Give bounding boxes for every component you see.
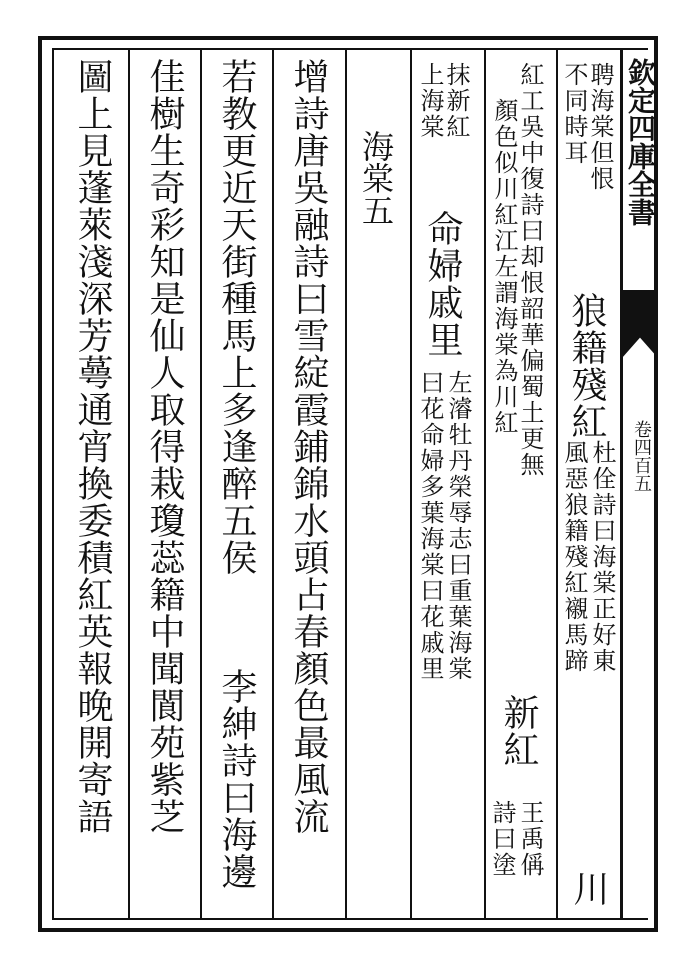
column-text: 李紳詩曰海邊 bbox=[216, 668, 257, 890]
column-heading: 川 bbox=[568, 870, 609, 907]
column-text: 增詩唐吳融詩曰雪綻霞鋪錦水頭占春顏色最風流 bbox=[288, 58, 329, 835]
text-frame bbox=[52, 48, 648, 920]
column-heading: 狼籍殘紅 bbox=[566, 292, 607, 440]
column-rule bbox=[410, 48, 412, 920]
column-rule bbox=[345, 48, 347, 920]
column-rule bbox=[484, 48, 486, 920]
column-text: 若教更近天街種馬上多逢醉五侯 bbox=[216, 58, 257, 576]
column-text: 佳樹生奇彩知是仙人取得栽瓊蕊籍中聞閬苑紫芝 bbox=[144, 58, 185, 835]
column-rule bbox=[272, 48, 274, 920]
column-text: 上海棠 bbox=[416, 62, 444, 140]
book-title: 欽定四庫全書 bbox=[624, 58, 657, 226]
column-text: 不同時耳 bbox=[560, 62, 588, 166]
column-text: 詩曰塗 bbox=[488, 800, 516, 878]
column-heading: 命婦戚里 bbox=[422, 210, 463, 358]
column-rule bbox=[128, 48, 130, 920]
column-heading: 新紅 bbox=[498, 694, 539, 768]
section-title: 海棠五 bbox=[357, 130, 395, 226]
column-text: 杜佺詩曰海棠正好東 bbox=[588, 440, 616, 674]
column-text: 風惡狼籍殘紅襯馬蹄 bbox=[560, 440, 588, 674]
column-text: 左濬牡丹榮辱志曰重葉海棠 bbox=[444, 370, 472, 682]
column-text: 圖上見蓬萊淺深芳蕚通宵換委積紅英報晚開寄語 bbox=[72, 58, 113, 835]
column-rule bbox=[556, 48, 558, 920]
column-text: 顏色似川紅江左謂海棠為川紅 bbox=[490, 98, 518, 436]
column-text: 曰花命婦多葉海棠曰花戚里 bbox=[416, 370, 444, 682]
column-rule bbox=[200, 48, 202, 920]
column-text: 抹新紅 bbox=[442, 62, 470, 140]
column-text: 王禹偁 bbox=[516, 800, 544, 878]
volume-number: 卷四百五 bbox=[631, 420, 652, 492]
column-text: 聘海棠但恨 bbox=[586, 62, 614, 192]
column-text: 紅工吳中復詩曰却恨韶華偏蜀土更無 bbox=[516, 62, 544, 478]
